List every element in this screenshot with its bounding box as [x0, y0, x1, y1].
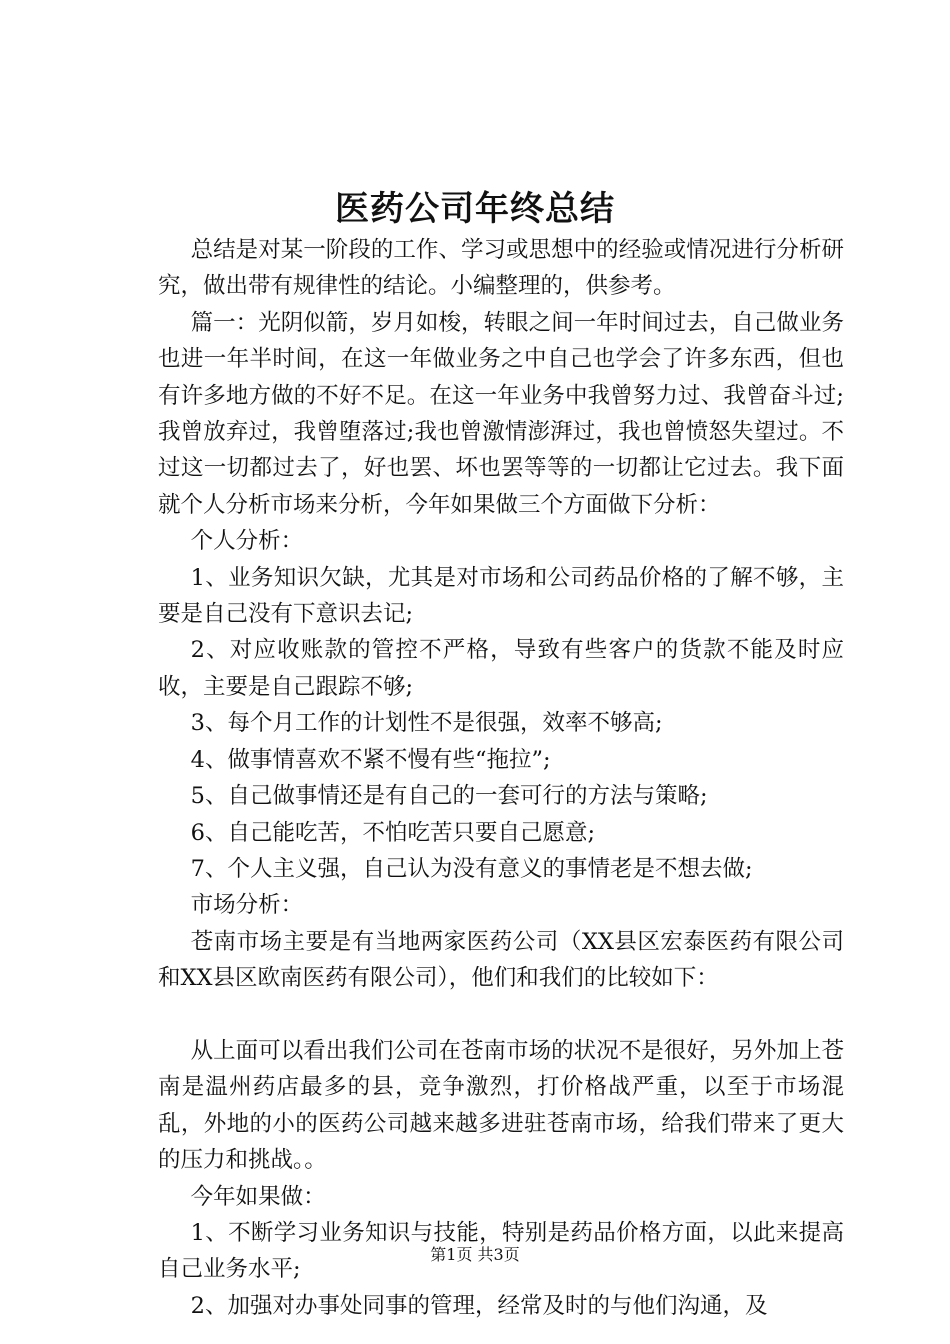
list-item: 7、个人主义强，自己认为没有意义的事情老是不想去做;	[190, 855, 753, 882]
page-number: 第1页 共3页	[430, 1245, 520, 1264]
list-item: 2、对应收账款的管控不严格，导致有些客户的货款不能及时应收，主要是自己跟踪不够;	[158, 637, 844, 700]
blank-line	[158, 997, 844, 1033]
heading-personal-analysis: 个人分析：	[190, 528, 304, 555]
paragraph-intro: 总结是对某一阶段的工作、学习或思想中的经验或情况进行分析研究，做出带有规律性的结论。小编整理的，供参考。	[158, 237, 844, 300]
document-body	[158, 232, 844, 1324]
list-item: 1、不断学习业务知识与技能，特别是药品价格方面，以此来提高自己业务水平;	[158, 1219, 844, 1283]
paragraph-market-status: 从上面可以看出我们公司在苍南市场的状况不是很好，另外加上苍南是温州药店最多的县，竞争激烈，打价格战严重，以至于市场混乱，外地的小的医药公司越来越多进驻苍南市场，给我们带来了更大的压力和挑战。。	[158, 1037, 844, 1174]
list-item: 6、自己能吃苦，不怕吃苦只要自己愿意;	[190, 819, 596, 846]
list-item: 4、做事情喜欢不紧不慢有些“拖拉”;	[190, 746, 551, 773]
paragraph-market-comparison: 苍南市场主要是有当地两家医药公司（XX县区宏泰医药有限公司和XX县区欧南医药有限公司），他们和我们的比较如下：	[158, 928, 844, 992]
heading-market-analysis: 市场分析：	[190, 892, 304, 919]
heading-this-year-plan: 今年如果做：	[190, 1183, 326, 1210]
paragraph-part-one: 篇一：光阴似箭，岁月如梭，转眼之间一年时间过去，自己做业务也进一年半时间，在这一年做业务之中自己也学会了许多东西，但也有许多地方做的不好不足。在这一年业务中我曾努力过、我曾奋斗过;我曾放弃过，我曾堕落过;我也曾激情澎湃过，我也曾愤怒失望过。不过这一切都过去了，好也罢、坏也罢等等的一切都让它过去。我下面就个人分析市场来分析，今年如果做三个方面做下分析：	[158, 309, 844, 518]
list-item: 3、每个月工作的计划性不是很强，效率不够高;	[190, 710, 663, 737]
list-item: 5、自己做事情还是有自己的一套可行的方法与策略;	[190, 783, 708, 810]
list-item: 1、业务知识欠缺，尤其是对市场和公司药品价格的了解不够，主要是自己没有下意识去记;	[158, 564, 844, 628]
document-title: 医药公司年终总结	[335, 189, 615, 229]
list-item: 2、加强对办事处同事的管理，经常及时的与他们沟通，及	[190, 1292, 768, 1319]
